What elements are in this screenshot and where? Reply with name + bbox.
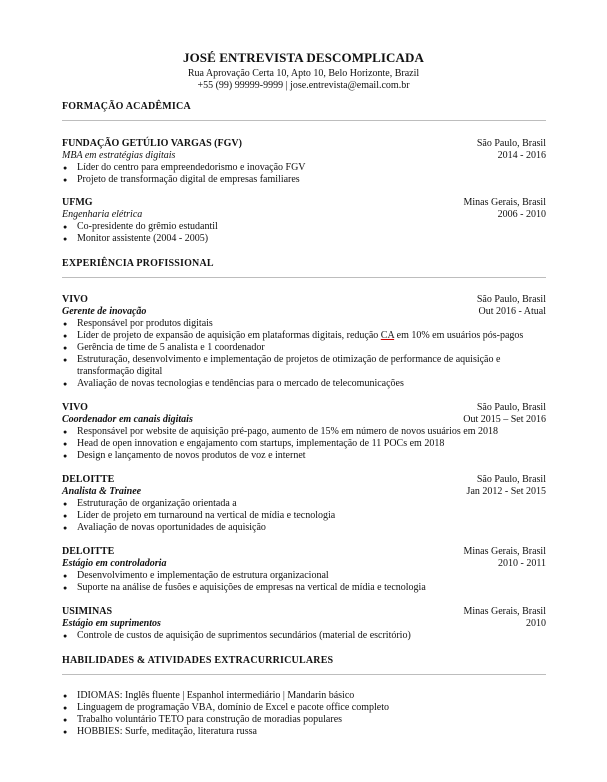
list-item: ● Gerência de time de 5 analista e 1 coordenador [62, 342, 546, 354]
list-item: ● Desenvolvimento e implementação de estrutura organizacional [62, 570, 546, 582]
institution-name: UFMG [62, 197, 93, 208]
dates: Jan 2012 - Set 2015 [466, 486, 546, 497]
experience-entry-vivo-1 [62, 294, 546, 390]
dates: 2010 - 2011 [498, 558, 546, 569]
company-name: USIMINAS [62, 606, 113, 617]
list-item: ● Avaliação de novas oportunidades de aquisição [62, 522, 546, 534]
company-name: VIVO [62, 294, 88, 305]
job-title: Estágio em suprimentos [62, 618, 161, 629]
list-item: ● Responsável por website de aquisição pré-pago, aumento de 15% em número de novos usuários em 2018 [62, 426, 546, 438]
list-item: ● Trabalho voluntário TETO para construção de moradias populares [62, 714, 546, 726]
section-divider [62, 120, 546, 121]
location: São Paulo, Brasil [476, 294, 546, 305]
list-item: ● Monitor assistente (2004 - 2005) [62, 233, 546, 245]
experience-entry-deloitte-2 [62, 546, 546, 594]
skills-list [62, 690, 546, 738]
list-item: ● Responsável por produtos digitais [62, 318, 546, 330]
company-name: VIVO [62, 402, 88, 413]
section-divider [62, 277, 546, 278]
location: Minas Gerais, Brasil [463, 546, 546, 557]
list-item: ● Co-presidente do grêmio estudantil [62, 221, 546, 233]
list-item: ● Controle de custos de aquisição de suprimentos secundários (material de escritório) [62, 630, 546, 642]
location: Minas Gerais, Brasil [463, 197, 546, 208]
list-item: ● HOBBIES: Surfe, meditação, literatura russa [62, 726, 546, 738]
dates: Out 2015 – Set 2016 [463, 414, 546, 425]
list-item: ● Linguagem de programação VBA, domínio de Excel e pacote office completo [62, 702, 546, 714]
location: Minas Gerais, Brasil [463, 606, 546, 617]
degree: MBA em estratégias digitais [62, 150, 176, 161]
list-item: ● Head de open innovation e engajamento com startups, implementação de 11 POCs em 2018 [62, 438, 546, 450]
job-title: Estágio em controladoria [62, 558, 167, 569]
location: São Paulo, Brasil [476, 402, 546, 413]
list-item: ● Estruturação de organização orientada a [62, 498, 546, 510]
location: São Paulo, Brasil [476, 474, 546, 485]
education-entry-fgv [62, 138, 546, 186]
section-divider [62, 674, 546, 675]
job-title: Gerente de inovação [62, 306, 147, 317]
candidate-name: JOSÉ ENTREVISTA DESCOMPLICADA [182, 50, 425, 65]
dates: 2006 - 2010 [497, 209, 546, 220]
list-item: ● Líder do centro para empreendedorismo e inovação FGV [62, 162, 546, 174]
education-entry-ufmg [62, 197, 546, 245]
dates: 2014 - 2016 [497, 150, 546, 161]
skills-section-title: HABILIDADES & ATIVIDADES EXTRACURRICULARES [62, 655, 334, 666]
address: Rua Aprovação Certa 10, Apto 10, Belo Horizonte, Brazil [187, 68, 420, 79]
company-name: DELOITTE [62, 546, 115, 557]
list-item: ● Avaliação de novas tecnologias e tendências para o mercado de telecomunicações [62, 378, 546, 390]
institution-name: FUNDAÇÃO GETÚLIO VARGAS (FGV) [62, 138, 242, 149]
list-item: ● Design e lançamento de novos produtos de voz e internet [62, 450, 546, 462]
dates: 2010 [526, 618, 546, 629]
resume-header [0, 50, 607, 92]
list-item: ● Líder de projeto de expansão de aquisição em plataformas digitais, redução CA em 10% em usuários pós-pagos [62, 330, 546, 342]
spellcheck-underlined-word: CA [380, 330, 395, 341]
experience-section-title: EXPERIÊNCIA PROFISSIONAL [62, 258, 214, 269]
dates: Out 2016 - Atual [478, 306, 546, 317]
job-title: Analista & Trainee [62, 486, 142, 497]
contact-info: +55 (99) 99999-9999 | jose.entrevista@email.com.br [197, 80, 410, 91]
degree: Engenharia elétrica [62, 209, 143, 220]
experience-entry-deloitte-1 [62, 474, 546, 534]
list-item: ● Líder de projeto em turnaround na vertical de mídia e tecnologia [62, 510, 546, 522]
list-item: ● Projeto de transformação digital de empresas familiares [62, 174, 546, 186]
experience-entry-vivo-2 [62, 402, 546, 462]
job-title: Coordenador em canais digitais [62, 414, 193, 425]
list-item: ● Suporte na análise de fusões e aquisições de empresas na vertical de mídia e tecnologia [62, 582, 546, 594]
education-section-title: FORMAÇÃO ACADÊMICA [62, 101, 191, 112]
location: São Paulo, Brasil [476, 138, 546, 149]
list-item: ● IDIOMAS: Inglês fluente | Espanhol intermediário | Mandarin básico [62, 690, 546, 702]
company-name: DELOITTE [62, 474, 115, 485]
experience-entry-usiminas [62, 606, 546, 642]
list-item: ● Estruturação, desenvolvimento e implementação de projetos de otimização de performance de aquisição e transformação digital [62, 354, 546, 378]
